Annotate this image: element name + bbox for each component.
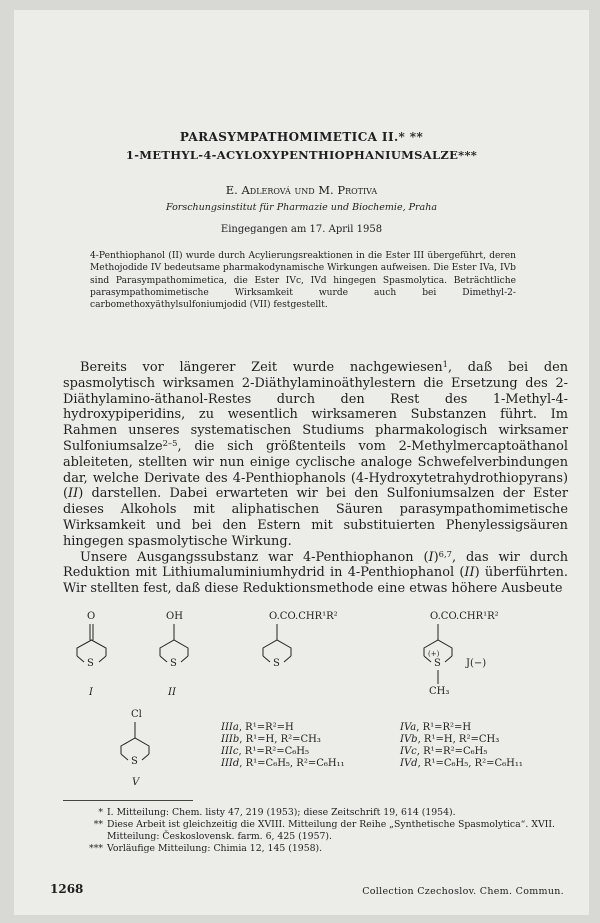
structure-II-label: II <box>168 687 176 698</box>
received-date: Eingegangen am 17. April 1958 <box>220 224 383 235</box>
journal-name: Collection Czechoslov. Chem. Commun. <box>362 886 564 897</box>
series-IV-b: IVb, R¹=H, R²=CH₃ <box>400 734 500 745</box>
structure-II-ring <box>160 624 188 662</box>
structure-V-top: Cl <box>131 709 142 720</box>
footnotes <box>66 807 566 855</box>
footnote-1: * I. Mitteilung: Chem. listy 47, 219 (1953); diese Zeitschrift 19, 614 (1954). <box>98 807 456 818</box>
page-number: 1268 <box>50 882 84 896</box>
chemical-structures <box>14 600 589 800</box>
structure-IV-top: O.CO.CHR¹R² <box>430 611 499 622</box>
footnote-divider <box>63 800 193 801</box>
series-IV-d: IVd, R¹=C₆H₅, R²=C₆H₁₁ <box>400 758 523 769</box>
structure-V-sulfur: S <box>131 756 138 767</box>
series-III-b: IIIb, R¹=H, R²=CH₃ <box>221 734 321 745</box>
affiliation: Forschungsinstitut für Pharmazie und Biochemie, Praha <box>166 202 437 213</box>
title-line-1: PARASYMPATHOMIMETICA II.* ** <box>179 130 424 144</box>
ring-drawings <box>14 600 589 800</box>
title-line-2: 1-METHYL-4-ACYLOXYPENTHIOPHANIUMSALZE*** <box>125 148 478 162</box>
body-text <box>63 360 568 597</box>
structure-I-ring <box>77 624 106 662</box>
structure-III-ring <box>263 624 291 662</box>
series-III-c: IIIc, R¹=R²=C₆H₅ <box>221 746 310 757</box>
structure-III-sulfur: S <box>273 658 280 669</box>
abstract: 4-Penthiophanol (II) wurde durch Acylierungsreaktionen in die Ester III übergeführt, deren Methojodide IV bedeutsame pharmakodynamische Wirkungen aufweisen. Die Ester IVa, IVb sind Parasympathomimetica, die Ester IVc, IVd hingegen Spasmolytica. Beträchtliche parasympathomimetische Wirksamkeit wurde auch bei Dimethyl-2-carbomethoxyäthylsulfoniumjodid (VII) festgestellt. <box>90 251 516 311</box>
series-III-list <box>221 722 345 770</box>
structure-V-ring <box>121 722 149 760</box>
footnote-2: ** Diese Arbeit ist gleichzeitig die XVIII. Mitteilung der Reihe „Synthetische Spasmolytica“. XVII. Mitteilung: Československ. farm. 6, 425 (1957). <box>93 819 555 842</box>
footnote-3: *** Vorläufige Mitteilung: Chimia 12, 145 (1958). <box>89 843 323 854</box>
structure-IV-sulfur: S <box>434 658 441 669</box>
series-IV-a: IVa, R¹=R²=H <box>400 722 472 733</box>
paragraph-1: Bereits vor längerer Zeit wurde nachgewiesen$^1$, daß bei den spasmolytisch wirksamen 2-Diäthylaminoäthylestern die Ersetzung des 2-Diäthylamino-äthanol-Restes durch den Rest des 1-Methyl-4-hydroxypiperidins, zu wesentlich wirksameren Substanzen führt. Im Rahmen unseres systematischen Studiums pharmakologisch wirksamer Sulfoniumsalze$^{2-5}$, die sich größtenteils vom 2-Methylmercaptoäthanol ableiteten, stellten wir nun einige cyclische analoge Schwefelverbindungen dar, welche Derivate des 4-Penthiophanols (4-Hydroxytetrahydrothiopyrans) (II) darstellen. Dabei erwarteten wir bei den Sulfoniumsalzen der Ester dieses Alkohols mit aliphatischen Säuren parasympathomimetische Wirksamkeit und bei den Estern mit substituierten Phenylessigsäuren hingegen spasmolytische Wirkung. <box>63 358 569 549</box>
series-IV-c: IVc, R¹=R²=C₆H₅ <box>400 746 488 757</box>
structure-II-sulfur: S <box>170 658 177 669</box>
series-III-d: IIId, R¹=C₆H₅, R²=C₆H₁₁ <box>221 758 345 769</box>
structure-I-top: O <box>87 611 96 622</box>
structure-IV-counter-ion: J(−) <box>466 658 487 669</box>
structure-III-top: O.CO.CHR¹R² <box>269 611 338 622</box>
structure-IV-charge: (+) <box>428 650 440 658</box>
structure-I-label: I <box>89 687 93 698</box>
paragraph-2: Unsere Ausgangssubstanz war 4-Penthiophanon $(I)^{6,7}$, das wir durch Reduktion mit Lithiumaluminiumhydrid in 4-Penthiophanol (II) überführten. Wir stellten fest, daß diese Reduktionsmethode eine etwas höhere Ausbeute <box>63 548 569 597</box>
structure-I-sulfur: S <box>87 658 94 669</box>
series-III-a: IIIa, R¹=R²=H <box>221 722 294 733</box>
structure-II-top: OH <box>166 611 183 622</box>
structure-V-label: V <box>132 777 140 788</box>
authors: E. Adlerová und M. Protiva <box>225 183 378 197</box>
series-IV-list <box>400 722 523 770</box>
structure-IV-methyl: CH₃ <box>429 686 450 697</box>
journal-page <box>14 10 589 915</box>
